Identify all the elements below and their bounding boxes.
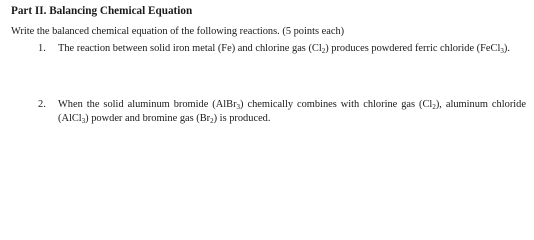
question-text <box>58 42 526 56</box>
subscript: 2 <box>321 47 326 55</box>
subscript: 3 <box>81 116 86 125</box>
text-segment: ) powder and bromine gas (Br <box>85 112 211 124</box>
text-segment: ), aluminum chloride (AlCl <box>58 99 526 124</box>
text-segment: ) produces powdered ferric chloride (FeCl <box>325 43 501 54</box>
section-instructions: Write the balanced chemical equation of the following reactions. (5 points each) <box>11 26 345 37</box>
text-segment: ) is produced. <box>213 112 271 124</box>
subscript: 2 <box>432 103 436 111</box>
section-title: Part II. Balancing Chemical Equation <box>11 5 193 17</box>
question-number: 2. <box>38 99 46 110</box>
question-item <box>38 98 526 125</box>
text-segment: ). <box>503 43 510 54</box>
text-segment: When the solid aluminum bromide (AlBr <box>58 99 237 110</box>
text-segment: ) chemically combines with chlorine gas (Cl <box>240 99 433 110</box>
question-number: 1. <box>38 43 46 54</box>
subscript: 3 <box>500 47 504 55</box>
subscript: 3 <box>236 103 241 111</box>
question-item <box>38 42 526 56</box>
subscript: 2 <box>210 116 214 125</box>
question-text <box>58 98 526 125</box>
text-segment: The reaction between solid iron metal (Fe) and chlorine gas (Cl <box>58 43 322 54</box>
